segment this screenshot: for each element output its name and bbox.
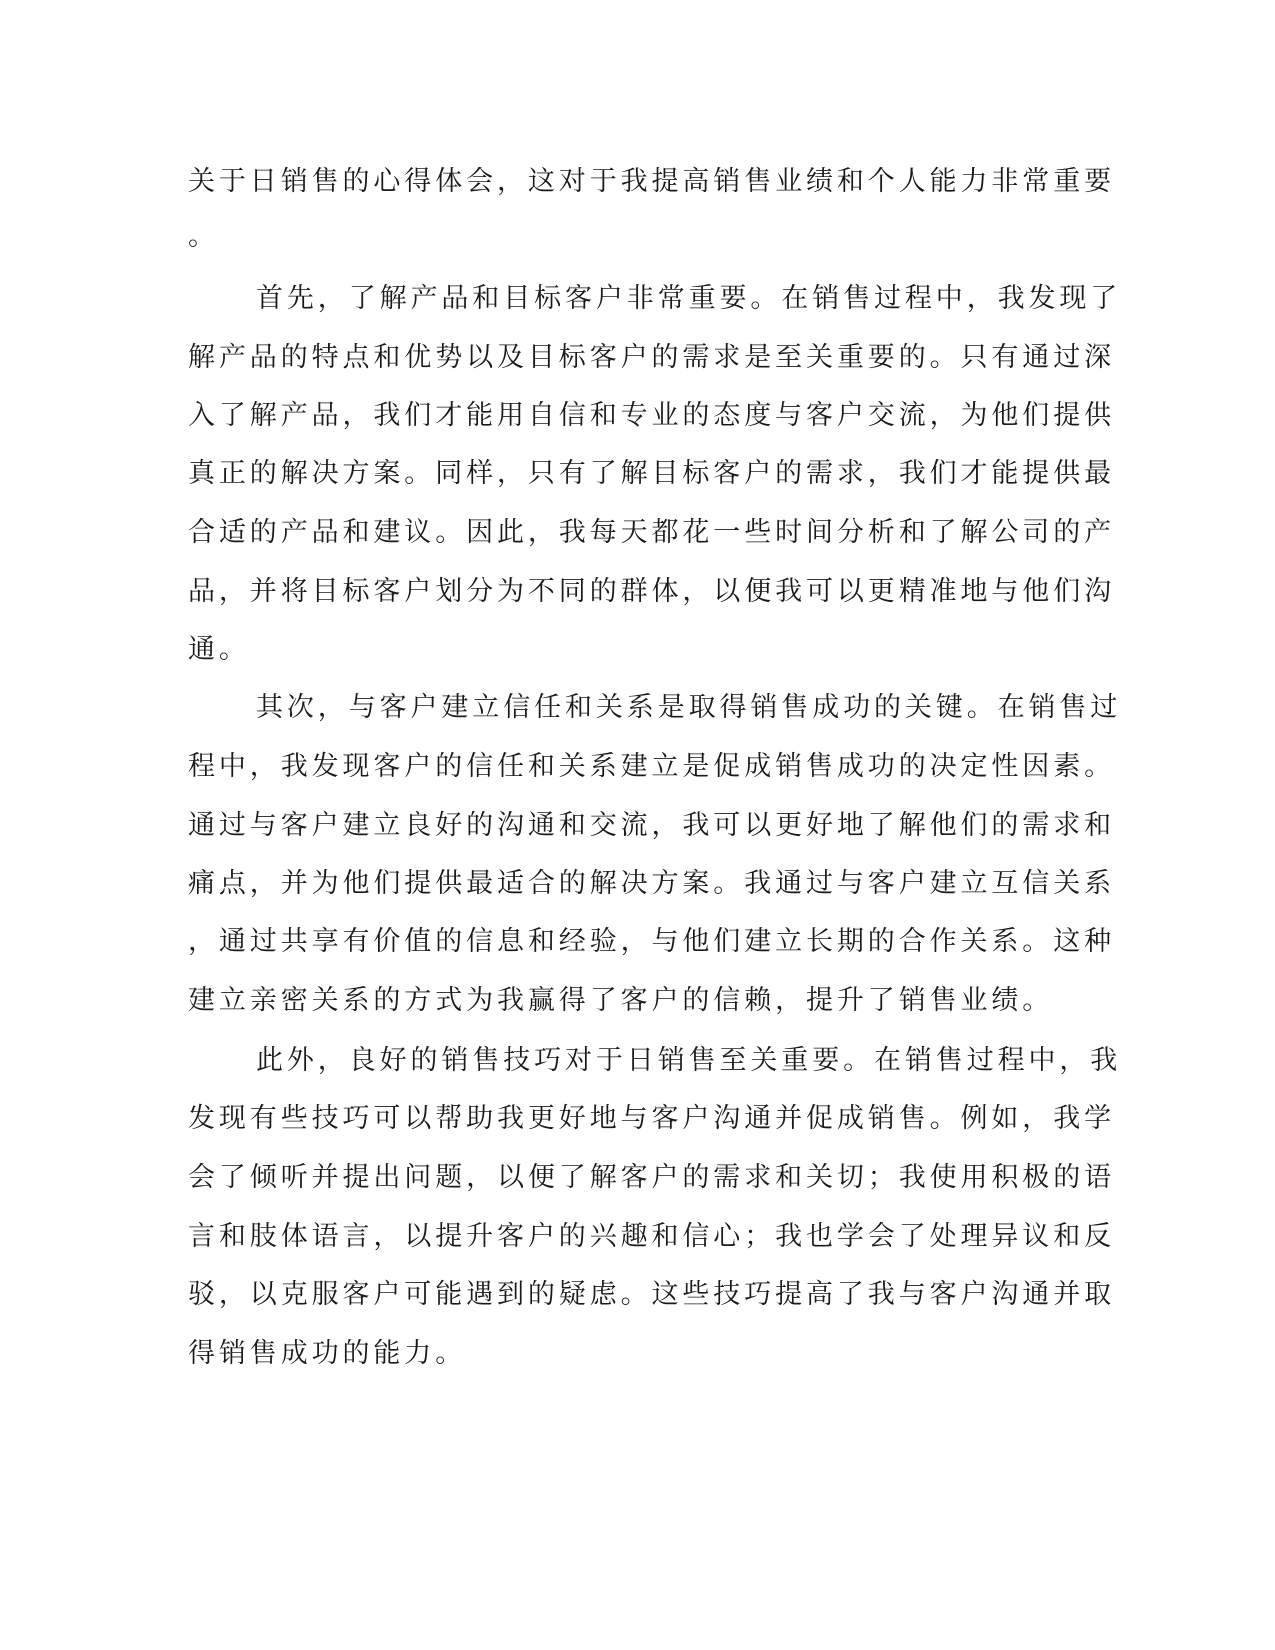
text-line: 合适的产品和建议。因此，我每天都花一些时间分析和了解公司的产 [188,517,1115,548]
text-line: 通。 [188,634,250,665]
text-line: 解产品的特点和优势以及目标客户的需求是至关重要的。只有通过深 [188,342,1115,373]
text-line: 建立亲密关系的方式为我赢得了客户的信赖，提升了销售业绩。 [188,985,1054,1016]
text-line: 真正的解决方案。同样，只有了解目标客户的需求，我们才能提供最 [188,458,1115,489]
text-line: 驳，以克服客户可能遇到的疑虑。这些技巧提高了我与客户沟通并取 [188,1279,1115,1310]
text-line: ，通过共享有价值的信息和经验，与他们建立长期的合作关系。这种 [188,926,1115,957]
text-line: 得销售成功的能力。 [188,1338,467,1369]
text-line: 入了解产品，我们才能用自信和专业的态度与客户交流，为他们提供 [188,400,1115,431]
text-line: 痛点，并为他们提供最适合的解决方案。我通过与客户建立互信关系 [188,868,1115,899]
text-line: 关于日销售的心得体会，这对于我提高销售业绩和个人能力非常重要 [188,166,1115,197]
text-line: 。 [188,221,219,252]
text-line: 通过与客户建立良好的沟通和交流，我可以更好地了解他们的需求和 [188,810,1115,841]
paragraph-first-line: 其次，与客户建立信任和关系是取得销售成功的关键。在销售过 [256,692,1122,723]
text-line: 言和肢体语言，以提升客户的兴趣和信心；我也学会了处理异议和反 [188,1221,1115,1252]
text-line: 程中，我发现客户的信任和关系建立是促成销售成功的决定性因素。 [188,751,1115,782]
text-line: 品，并将目标客户划分为不同的群体，以便我可以更精准地与他们沟 [188,576,1115,607]
text-line: 会了倾听并提出问题，以便了解客户的需求和关切；我使用积极的语 [188,1162,1115,1193]
paragraph-first-line: 首先，了解产品和目标客户非常重要。在销售过程中，我发现了 [256,283,1122,314]
text-line: 发现有些技巧可以帮助我更好地与客户沟通并促成销售。例如，我学 [188,1103,1115,1134]
paragraph-first-line: 此外，良好的销售技巧对于日销售至关重要。在销售过程中，我 [256,1045,1122,1076]
